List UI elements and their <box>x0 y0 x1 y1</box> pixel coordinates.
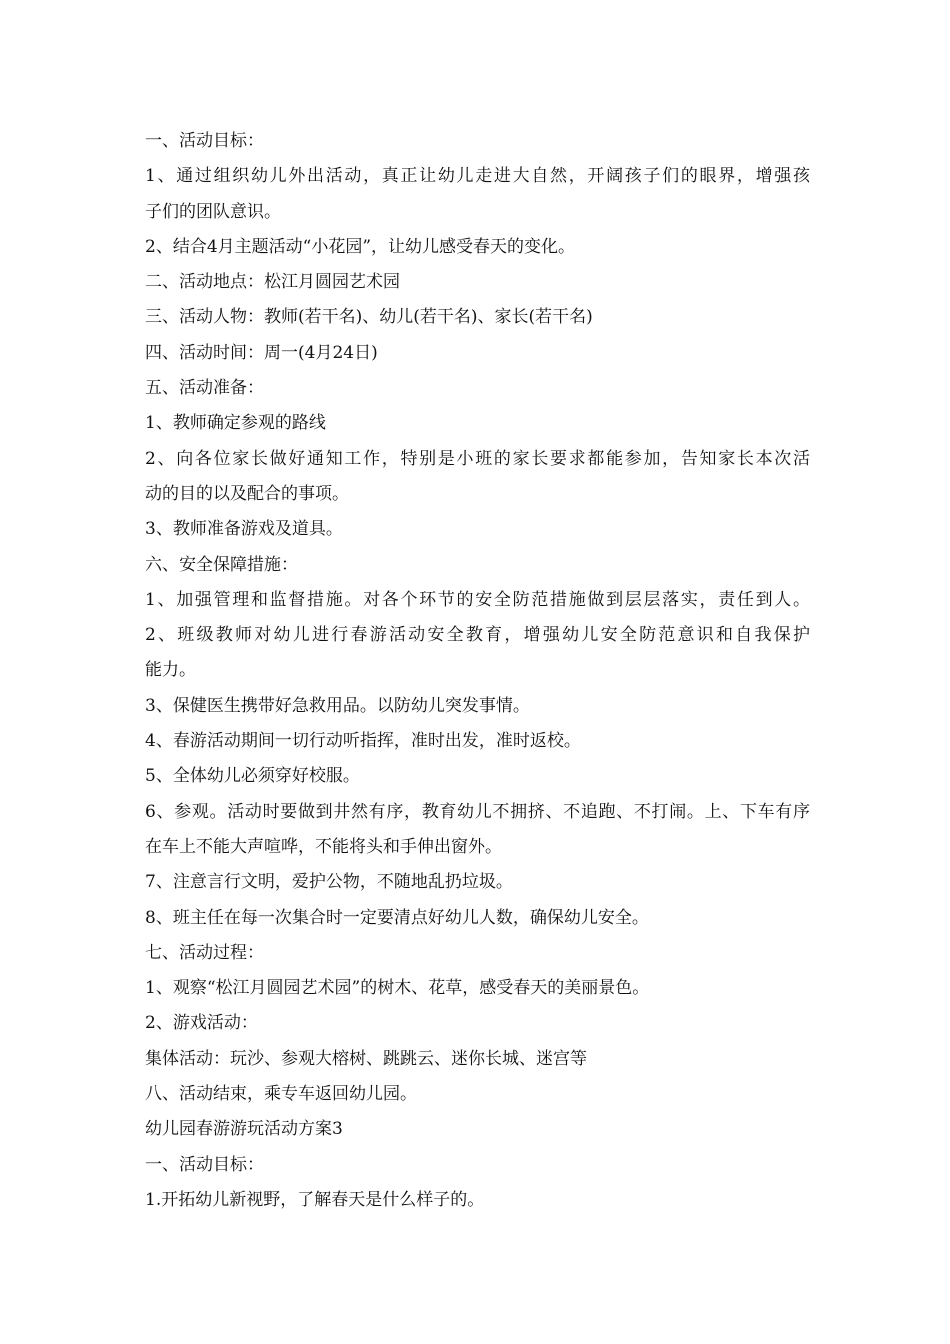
text-line: 八、活动结束，乘专车返回幼儿园。 <box>145 1084 417 1105</box>
text-line: 在车上不能大声喧哗，不能将头和手伸出窗外。 <box>145 836 502 857</box>
text-line: 二、活动地点：松江月圆园艺术园 <box>145 272 400 293</box>
text-line: 1、教师确定参观的路线 <box>145 413 326 434</box>
text-line: 四、活动时间：周一(4月24日) <box>145 342 378 363</box>
text-line: 2、游戏活动： <box>145 1013 258 1034</box>
text-line: 子们的团队意识。 <box>145 201 281 222</box>
text-line: 七、活动过程： <box>145 942 264 963</box>
text-line: 一、活动目标： <box>145 1154 264 1175</box>
text-line: 7、注意言行文明，爱护公物，不随地乱扔垃圾。 <box>145 872 513 893</box>
section-heading: 幼儿园春游游玩活动方案3 <box>145 1119 343 1140</box>
text-line: 动的目的以及配合的事项。 <box>145 483 349 504</box>
text-line: 2、结合4月主题活动“小花园”，让幼儿感受春天的变化。 <box>145 236 576 257</box>
text-line: 能力。 <box>145 660 196 681</box>
text-line: 三、活动人物：教师(若干名)、幼儿(若干名)、家长(若干名) <box>145 307 593 328</box>
document-body <box>145 124 810 1218</box>
text-line: 8、班主任在每一次集合时一定要清点好幼儿人数，确保幼儿安全。 <box>145 907 649 928</box>
text-line: 五、活动准备： <box>145 378 264 399</box>
text-line: 集体活动：玩沙、参观大榕树、跳跳云、迷你长城、迷宫等 <box>145 1048 587 1069</box>
text-line: 1、加强管理和监督措施。对各个环节的安全防范措施做到层层落实，责任到人。 <box>145 589 810 610</box>
text-line: 4、春游活动期间一切行动听指挥，准时出发，准时返校。 <box>145 731 581 752</box>
text-line: 2、向各位家长做好通知工作，特别是小班的家长要求都能参加，告知家长本次活 <box>145 448 810 469</box>
text-line: 5、全体幼儿必须穿好校服。 <box>145 766 360 787</box>
text-line: 6、参观。活动时要做到井然有序，教育幼儿不拥挤、不追跑、不打闹。上、下车有序 <box>145 801 810 822</box>
text-line: 3、教师准备游戏及道具。 <box>145 519 343 540</box>
text-line: 1、观察“松江月圆园艺术园”的树木、花草，感受春天的美丽景色。 <box>145 978 650 999</box>
text-line: 一、活动目标： <box>145 131 264 151</box>
text-line: 六、安全保障措施： <box>145 554 298 575</box>
text-line: 2、班级教师对幼儿进行春游活动安全教育，增强幼儿安全防范意识和自我保护 <box>145 625 810 646</box>
text-line: 3、保健医生携带好急救用品。以防幼儿突发事情。 <box>145 695 530 716</box>
text-line: 1.开拓幼儿新视野，了解春天是什么样子的。 <box>145 1189 485 1210</box>
text-line: 1、通过组织幼儿外出活动，真正让幼儿走进大自然，开阔孩子们的眼界，增强孩 <box>145 166 810 187</box>
